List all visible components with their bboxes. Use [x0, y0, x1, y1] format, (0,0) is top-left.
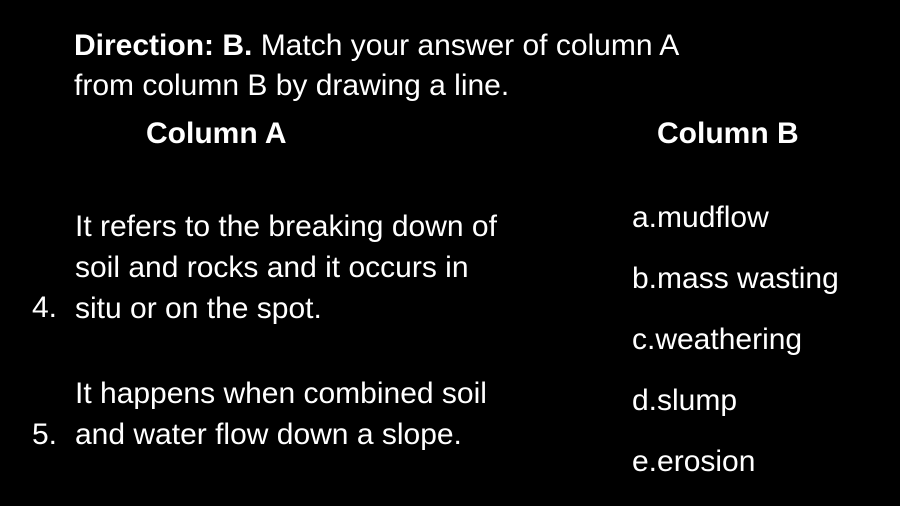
question-4-line-2: soil and rocks and it occurs in: [75, 251, 469, 284]
question-4-text: [75, 206, 497, 329]
column-b-heading: Column B: [657, 117, 799, 150]
question-4-line-3: situ or on the spot.: [75, 292, 322, 325]
direction-label: Direction: B.: [74, 29, 253, 62]
column-b-choices: [632, 198, 839, 503]
question-5-line-2: and water flow down a slope.: [75, 418, 462, 451]
question-4-line-1: It refers to the breaking down of: [75, 210, 497, 243]
choice-c: c.weathering: [632, 323, 803, 356]
direction-instructions: [74, 26, 834, 106]
direction-text-line2: from column B by drawing a line.: [74, 69, 510, 102]
question-5-text: [75, 373, 487, 455]
choice-d: d.slump: [632, 384, 738, 417]
direction-text-line1: Match your answer of column A: [252, 29, 680, 62]
question-4-number: 4.: [32, 291, 58, 324]
choice-a: a.mudflow: [632, 201, 769, 234]
column-a-heading: Column A: [146, 117, 287, 150]
choice-b: b.mass wasting: [632, 262, 839, 295]
question-5-number: 5.: [32, 418, 58, 451]
question-5-line-1: It happens when combined soil: [75, 377, 487, 410]
choice-e: e.erosion: [632, 445, 756, 478]
